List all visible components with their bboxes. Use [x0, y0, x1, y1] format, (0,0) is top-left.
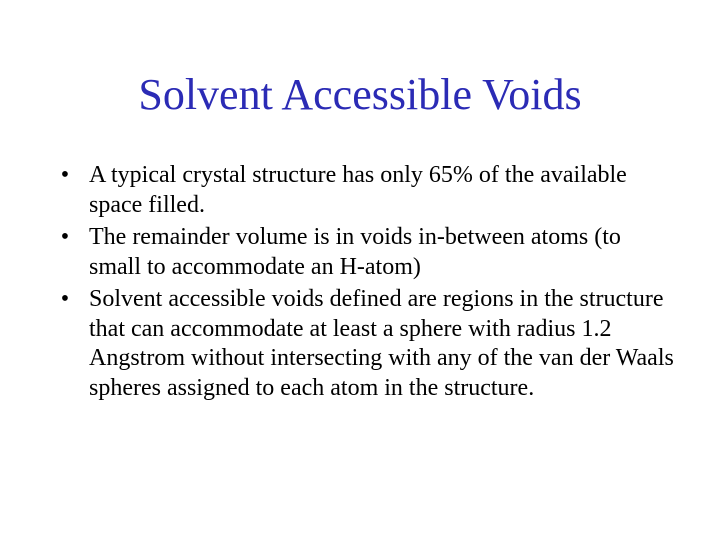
bullet-item	[55, 161, 675, 220]
bullet-text: The remainder volume is in voids in-between atoms (to small to accommodate an H-atom)	[89, 224, 621, 280]
bullet-icon: •	[60, 224, 70, 250]
bullet-icon: •	[60, 286, 70, 312]
bullet-item	[55, 285, 675, 403]
slide-title: Solvent Accessible Voids	[138, 70, 582, 119]
bullet-item	[55, 223, 675, 282]
bullet-text: Solvent accessible voids defined are regions in the structure that can accommodate at least a sphere with radius 1.2 Angstrom without intersecting with any of the van der Waals spheres assigned to each atom in the structure.	[89, 286, 674, 401]
bullet-list	[55, 161, 675, 406]
bullet-text: A typical crystal structure has only 65% of the available space filled.	[89, 162, 627, 218]
bullet-icon: •	[60, 162, 70, 188]
